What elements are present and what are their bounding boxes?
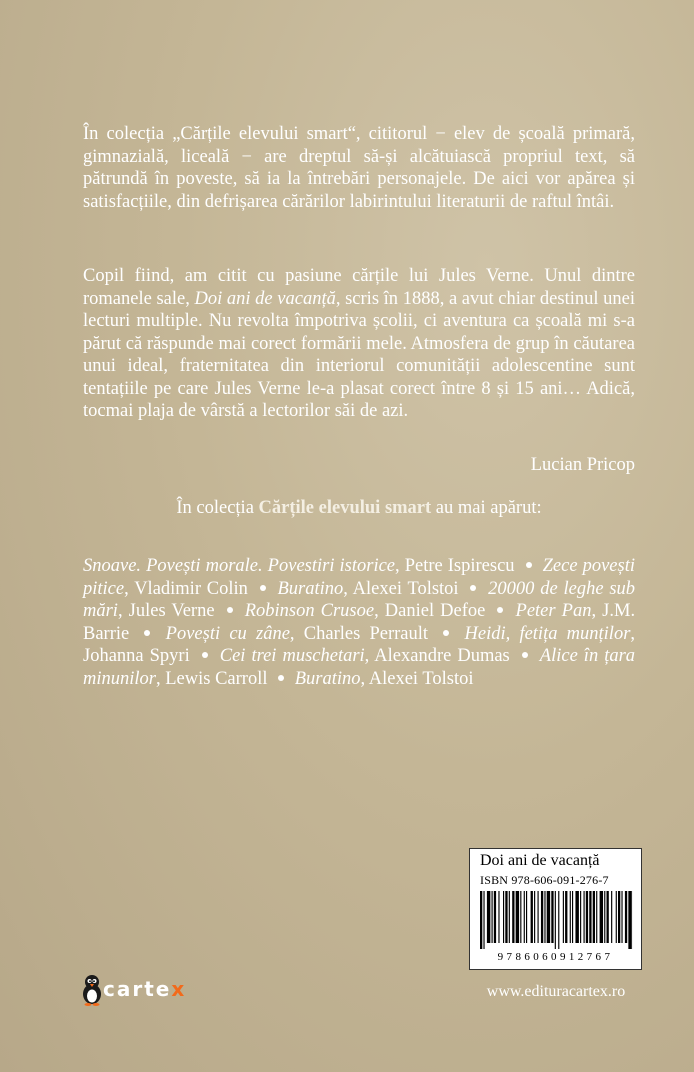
book-item: Robinson Crusoe, Daniel Defoe [244, 601, 486, 621]
about-paragraph [83, 265, 635, 475]
intro-paragraph [83, 123, 635, 213]
barcode-book-title: Doi ani de vacanță [480, 852, 600, 869]
book-author: Johanna Spyri [83, 646, 190, 666]
collection-heading [83, 497, 635, 520]
book-title: Snoave. Povești morale. Povestiri istorice [83, 556, 396, 576]
book-item: Heidi, fetița munților, Johanna Spyri [83, 623, 636, 666]
book-title: Buratino [277, 578, 344, 599]
bullet-separator [470, 585, 476, 591]
bullet-separator [227, 607, 233, 613]
book-author: Jules Verne [128, 601, 215, 621]
book-item: 20000 de leghe sub mări, Jules Verne [83, 578, 636, 621]
book-author: Petre Ispirescu [404, 556, 515, 576]
collection-suffix: au mai apărut: [431, 498, 542, 518]
book-item: Povești cu zâne, Charles Perrault [165, 623, 429, 644]
book-item: Zece povești pitice, Vladimir Colin [83, 556, 635, 599]
book-item: Buratino, Alexei Tolstoi [294, 668, 474, 689]
book-item: Buratino, Alexei Tolstoi [277, 578, 459, 599]
bullet-separator [144, 630, 150, 636]
book-author: J.M. Barrie [83, 601, 636, 644]
book-title: Cei trei muschetari [219, 646, 365, 666]
book-title: Zece povești pitice [83, 556, 635, 599]
book-title: Robinson Crusoe [244, 601, 375, 621]
book-author: Alexei Tolstoi [352, 578, 459, 599]
barcode-label [469, 848, 642, 970]
book-author: Alexei Tolstoi [368, 668, 474, 689]
publisher-website[interactable]: www.edituracartex.ro [486, 983, 626, 1000]
book-item: Peter Pan, J.M. Barrie [83, 601, 636, 644]
logo-text-main: carte [103, 977, 172, 1001]
about-text-before: Copil fiind, am citit cu pasiune cărțile lui Jules Verne. Unul dintre romanele sale, [83, 266, 635, 309]
barcode-digits: 9786060912767 [497, 951, 614, 963]
book-author: Vladimir Colin [134, 578, 248, 599]
bullet-separator [497, 607, 503, 613]
publisher-logo-text [103, 977, 186, 1001]
book-title: Povești cu zâne [165, 623, 290, 644]
bullet-separator [278, 675, 284, 681]
about-book-title: Doi ani de vacanță [194, 288, 336, 309]
bullet-separator [526, 562, 532, 568]
collection-prefix: În colecția [176, 498, 259, 518]
book-author: Charles Perrault [303, 623, 429, 644]
book-item: Snoave. Povești morale. Povestiri istorice, Petre Ispirescu [83, 556, 515, 576]
bullet-separator [522, 652, 528, 658]
collection-name: Cărțile elevului smart [258, 498, 432, 518]
logo-text-accent: x [171, 977, 187, 1001]
about-text-after: , scris în 1888, a avut chiar destinul unei lecturi multiple. Nu revolta împotriva școlii, ci aventura ca școală mi s-a părut că răspunde mai corect formării mele. Atmosfera de grup în căutarea unui ideal, fraternitatea din interiorul comunității adolescentine sunt tentațiile pe care Jules Verne le-a plasat corect între 8 și 15 ani… Adică, tocmai plaja de vârstă a lectorilor săi de azi. [83, 288, 635, 421]
bullet-separator [443, 630, 449, 636]
book-title: Heidi, fetița munților [464, 623, 631, 644]
book-title: Peter Pan [515, 601, 592, 621]
isbn-text: ISBN 978-606-091-276-7 [480, 873, 609, 887]
book-author: Alexandre Dumas [374, 646, 510, 666]
intro-text: În colecția „Cărțile elevului smart“, cititorul − elev de școală primară, gimnazială, liceală − are dreptul să-și alcătuiască propriul text, să pătrundă în poveste, să ia la întrebări personajele. De aici vor apărea și satisfacțiile, din defrișarea cărărilor labirintului literaturii de raftul întâi. [83, 124, 635, 212]
book-author: Lewis Carroll [165, 668, 268, 689]
bullet-separator [202, 652, 208, 658]
book-title: Alice în țara minunilor [83, 646, 636, 689]
about-text [83, 265, 635, 423]
barcode-bars [480, 891, 633, 949]
book-author: Daniel Defoe [384, 601, 486, 621]
author-signature: Lucian Pricop [530, 455, 635, 475]
book-title: 20000 de leghe sub mări [83, 578, 636, 621]
bullet-separator [260, 585, 266, 591]
book-list [83, 555, 635, 690]
book-item: Alice în țara minunilor, Lewis Carroll [83, 646, 636, 689]
book-item: Cei trei muschetari, Alexandre Dumas [219, 646, 510, 666]
book-title: Buratino [294, 668, 361, 689]
